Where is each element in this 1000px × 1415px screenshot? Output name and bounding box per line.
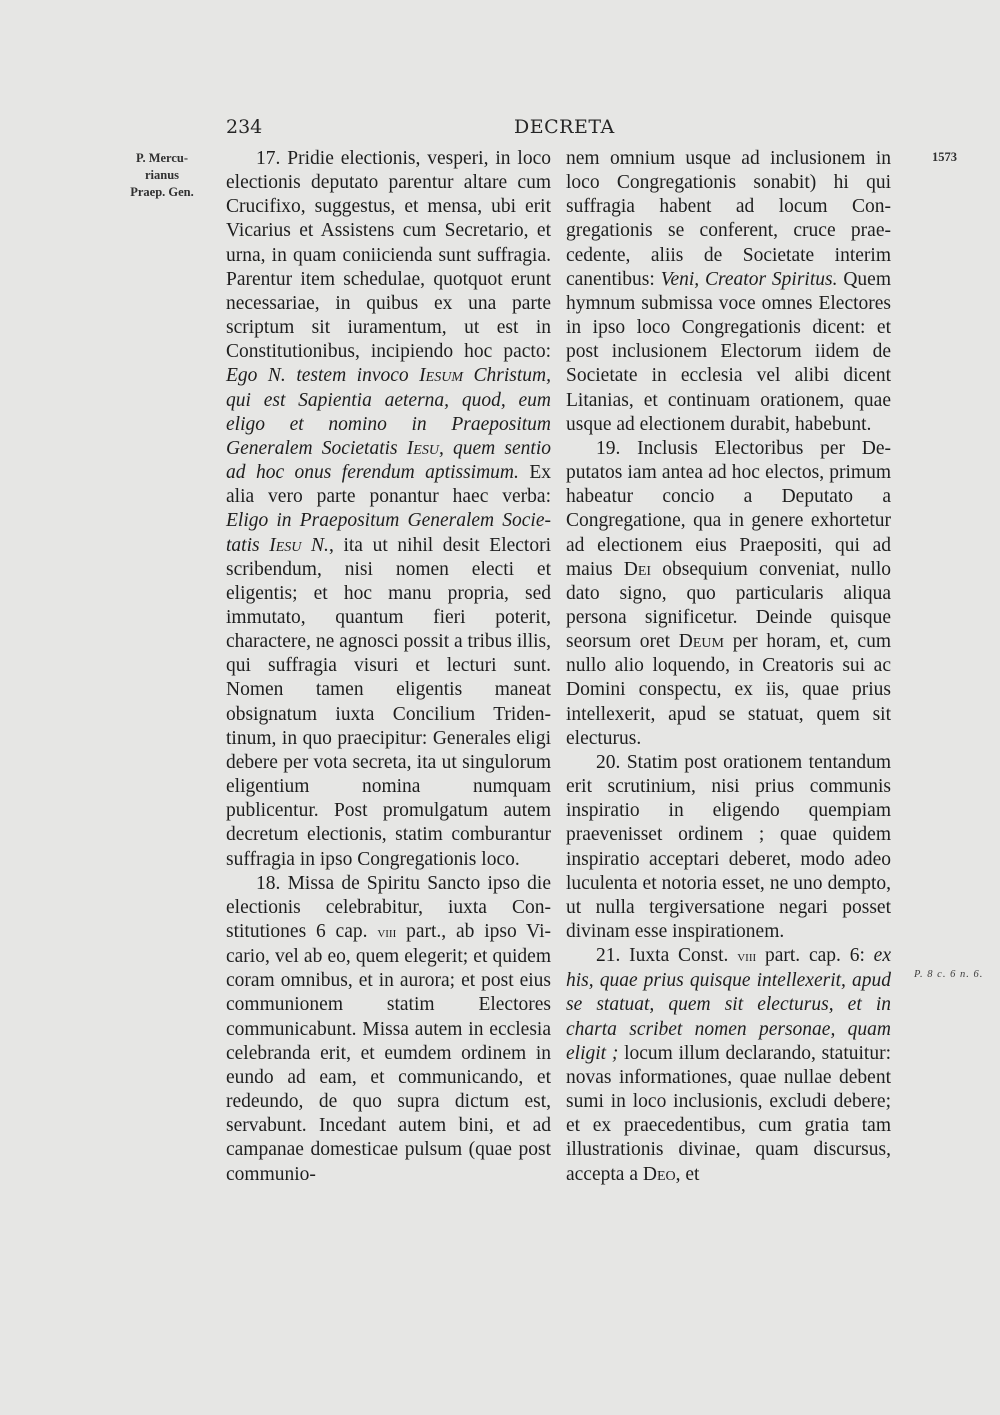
paragraph-17 — [226, 147, 551, 872]
text: Ex alia vero parte ponantur haec verba: — [226, 462, 551, 508]
paragraph-20 — [566, 751, 891, 944]
italic-text: Ego N. testem invoco — [226, 365, 420, 387]
text: 21. Iuxta Const. — [596, 945, 738, 967]
italic-text: Christum, qui est Sapientia aeterna, quod, eum eligo et nomino in Praepositum Generalem Societatis — [226, 365, 551, 459]
small-caps-name: Deum — [678, 631, 724, 653]
text: 19. Inclusis Electoribus per Deputatos iam antea ad hoc electos, primum habeatur concio a Deputato a Congregatione, qua in genere exhortetur ad electionem eius Praepositi, qui ad maius — [566, 437, 891, 580]
italic-text: Eligo in Praepositum Generalem Societatis — [226, 510, 551, 556]
small-caps-name: Deo — [642, 1163, 676, 1185]
margin-note-left — [116, 150, 208, 201]
text: , ita ut nihil desit Electori scribendum, nisi nomen electi et eligentis; et hoc manu propria, sed immutato, quantum fieri poterit, charactere, ne agnosci possit a tribus illis, qui suffragia visuri et lecturi sunt. Nomen tamen eligentis maneat obsignatum iuxta Concilium Tridentinum, in quo praecipitur: Generales eligi debere per vota secreta, ita ut singulorum eligentium nomina numquam publicentur. Post promulgatum autem decretum electionis, statim comburantur suffragia in ipso Congregationis loco. — [226, 534, 551, 870]
italic-text: ex his, quae prius quisque intellexerit, apud se statuat, quem sit electurus, et in charta scribet nomen personae, quam eligit ; — [566, 945, 891, 1064]
text: nem omnium usque ad inclusionem in loco Congregationis sonabit) hi qui suffragia habent ad locum Congregationis se conferent, cruce praecedente, aliis de Societate interim canentibus: — [566, 148, 891, 290]
small-caps-name: Dei — [623, 558, 652, 580]
text: per horam, et, cum nullo alio loquendo, in Creatoris sui ac Domini conspectu, ex iis, quae prius intellexerit, apud se statuat, quem sit electurus. — [566, 631, 891, 749]
text: part., ab ipso Vicario, vel ab eo, quem elegerit; et quidem coram omnibus, et in aurora; et post eius communionem statim Electores communicabunt. Missa autem in ecclesia celebranda erit, et eumdem ordinem in eundo ad eam, et communicando, et redeundo, de quo supra dictum est, servabunt. Incedant autem bini, et ad campanae domesticae pulsum (quae post communio- — [226, 921, 551, 1185]
margin-note-line: rianus — [144, 168, 180, 182]
text: 17. Pridie electionis, vesperi, in loco electionis deputato parentur altare cum Crucifixo, suggestus, et mensa, ubi erit Vicarius et Assistens cum Secretario, et urna, in quam coniicienda sunt suffragia. Parentur item schedulae, quotquot erunt necessariae, in quibus ex una parte scriptum sit iuramentum, ut est in Constitutionibus, incipiendo hoc pacto: — [226, 148, 551, 363]
text: , et — [675, 1163, 700, 1185]
text: locum illum declarando, statuitur: novas informationes, quae nullae debent sumi in loco inclusionis, excludi debere; et ex praecedentibus, cum gratia tam illustrationis divinae, quam discursus, accepta a — [566, 1042, 891, 1185]
margin-note-line: P. Mercu- — [135, 151, 189, 165]
roman-numeral: viii — [737, 949, 757, 966]
paragraph-19 — [566, 437, 891, 751]
right-column — [566, 147, 891, 1187]
text: 18. Missa de Spiritu Sancto ipso die electionis celebrabitur, iuxta Constitutiones 6 cap. — [226, 872, 551, 942]
margin-note-line: Praep. Gen. — [130, 185, 194, 199]
roman-numeral: viii — [377, 925, 397, 941]
margin-year: 1573 — [932, 150, 957, 164]
text: obsequium conveniat, nullo dato signo, quo particularis aliqua persona significetur. Deinde quisque seorsum oret — [566, 558, 891, 653]
page-number: 234 — [226, 116, 263, 138]
italic-text: N. — [301, 534, 329, 556]
text: Quem hymnum submissa voce omnes Electores in ipso loco Congregationis dicent: et post inclusionem Electorum iidem de Societate in ecclesia vel alibi dicent Litanias, et continuam orationem, quae usque ad electionem durabit, habebunt. — [566, 268, 891, 435]
text: part. cap. 6: — [756, 945, 874, 967]
small-caps-name: Iesu — [269, 534, 302, 556]
small-caps-name: Iesum — [419, 365, 463, 387]
paragraph-18-continued — [566, 147, 891, 437]
margin-reference: P. 8 c. 6 n. 6. — [914, 969, 984, 980]
paragraph-18 — [226, 872, 551, 1187]
text: 20. Statim post orationem tentandum erit scrutinium, nisi prius communis inspiratio in eligendo quempiam praevenisset ordinem ; quae quidem inspiratio acceptari deberet, modo adeo luculenta et notoria esset, ne uno dempto, ut nulla tergiversatione negari posset divinam esse inspirationem. — [566, 751, 891, 942]
italic-text: , quem sentio ad hoc onus ferendum aptissimum. — [226, 437, 551, 484]
italic-text: Veni, Creator Spiritus. — [660, 268, 838, 290]
paragraph-21 — [566, 944, 891, 1187]
running-head: DECRETA — [514, 116, 615, 138]
small-caps-name: Iesu — [406, 437, 439, 459]
left-column — [226, 147, 551, 1187]
